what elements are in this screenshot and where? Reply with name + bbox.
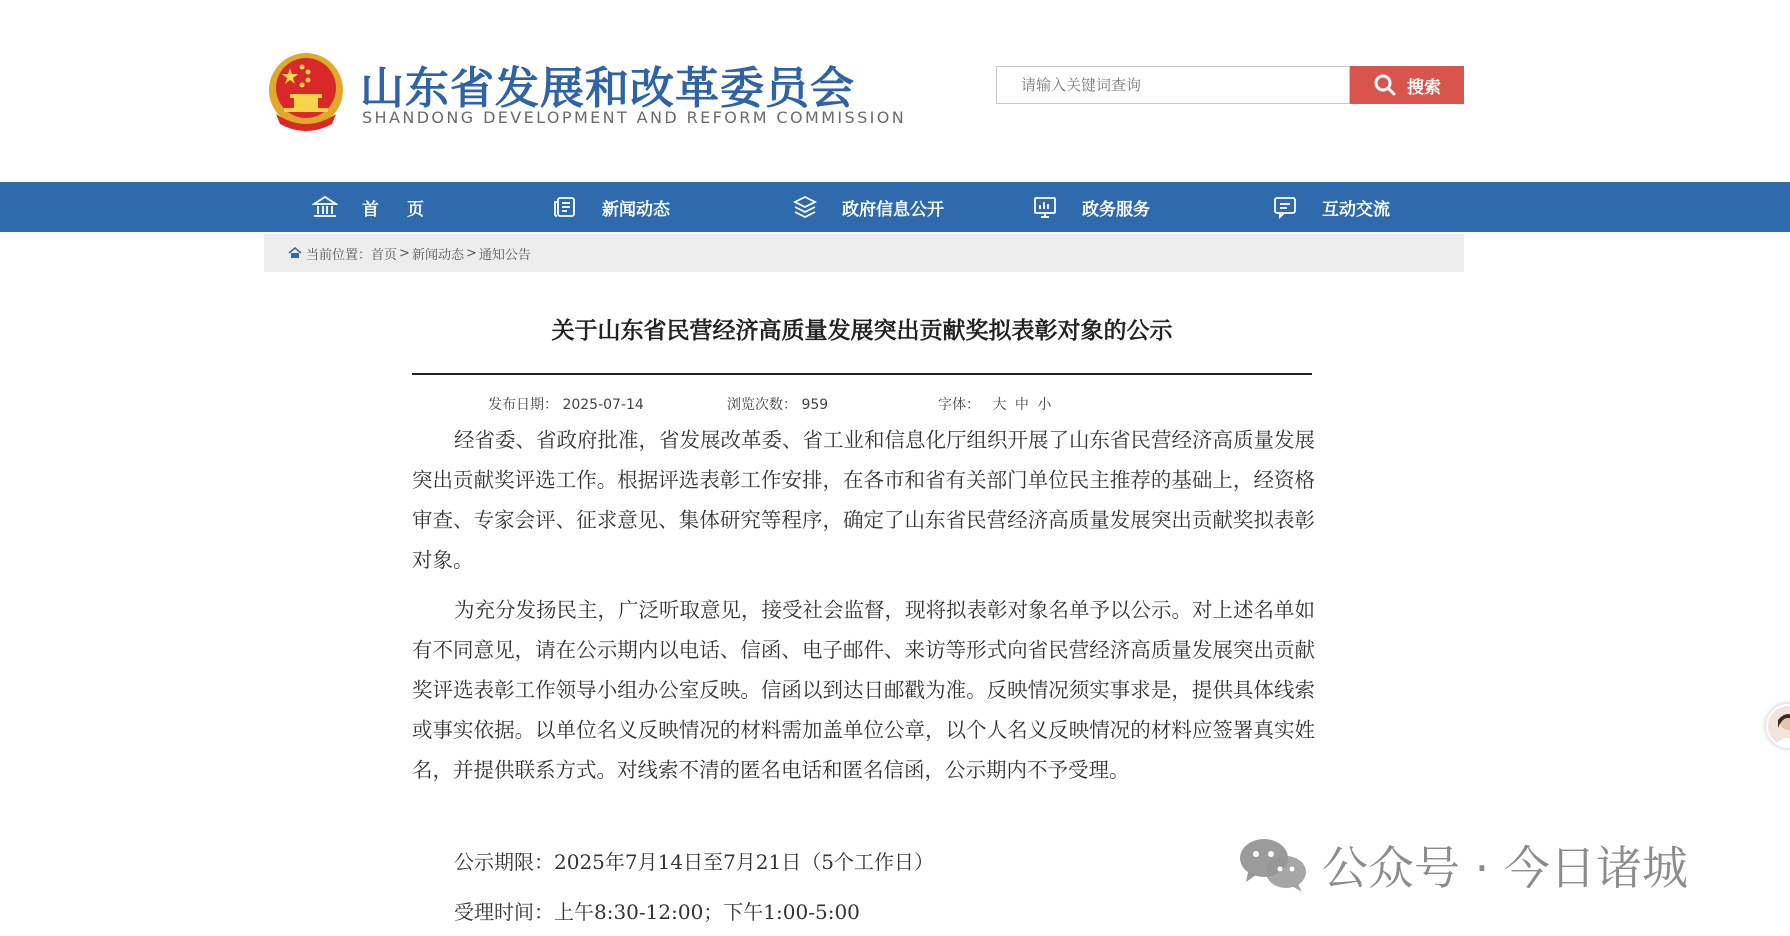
breadcrumb-separator: > bbox=[399, 245, 410, 261]
news-icon bbox=[552, 194, 578, 220]
title-divider bbox=[412, 373, 1312, 375]
nav-item-label: 新闻动态 bbox=[602, 199, 670, 220]
publish-date-label: 发布日期： bbox=[488, 397, 558, 413]
search-button[interactable] bbox=[1350, 66, 1464, 104]
breadcrumb-link-home[interactable]: 首页 bbox=[371, 247, 398, 263]
view-count-label: 浏览次数： bbox=[727, 397, 797, 413]
location-home-icon bbox=[288, 246, 302, 260]
font-size-medium[interactable]: 中 bbox=[1014, 397, 1029, 413]
publicity-period: 公示期限：2025年7月14日至7月21日（5个工作日） bbox=[454, 850, 934, 874]
nav-item-gov-info[interactable] bbox=[792, 182, 944, 232]
site-subtitle-en: SHANDONG DEVELOPMENT AND REFORM COMMISSION bbox=[362, 108, 907, 127]
national-emblem-logo bbox=[268, 50, 344, 136]
nav-item-label: 政务服务 bbox=[1082, 199, 1150, 220]
nav-item-news[interactable] bbox=[552, 182, 670, 232]
font-size-small[interactable]: 小 bbox=[1037, 397, 1052, 413]
font-size-switcher bbox=[938, 394, 1051, 414]
breadcrumb bbox=[264, 234, 1464, 272]
nav-item-label: 政府信息公开 bbox=[842, 199, 944, 220]
search-box bbox=[996, 66, 1350, 104]
font-size-label: 字体： bbox=[938, 397, 980, 413]
main-nav bbox=[0, 182, 1790, 232]
layers-icon bbox=[792, 194, 818, 220]
site-title: 山东省发展和改革委员会 bbox=[360, 63, 855, 114]
floating-avatar[interactable] bbox=[1766, 704, 1790, 748]
home-icon bbox=[312, 194, 338, 220]
office-hours: 受理时间：上午8:30-12:00；下午1:00-5:00 bbox=[454, 900, 860, 924]
nav-item-label: 互动交流 bbox=[1322, 199, 1390, 220]
view-count-value: 959 bbox=[801, 397, 829, 413]
nav-item-interaction[interactable] bbox=[1272, 182, 1390, 232]
watermark-text: 公众号 · 今日诸城 bbox=[1322, 841, 1688, 895]
publish-date-value: 2025-07-14 bbox=[562, 397, 644, 413]
font-size-large[interactable]: 大 bbox=[992, 397, 1007, 413]
search-icon bbox=[1373, 73, 1397, 97]
article-title: 关于山东省民营经济高质量发展突出贡献奖拟表彰对象的公示 bbox=[551, 318, 1173, 344]
breadcrumb-prefix: 当前位置： bbox=[306, 247, 372, 263]
breadcrumb-link-notices[interactable]: 通知公告 bbox=[478, 247, 531, 263]
article-paragraph: 为充分发扬民主，广泛听取意见，接受社会监督，现将拟表彰对象名单予以公示。对上述名单如有不同意见，请在公示期内以电话、信函、电子邮件、来访等形式向省民营经济高质量发展突出贡献奖评选表彰工作领导小组办公室反映。信函以到达日邮戳为准。反映情况须实事求是，提供具体线索或事实依据。以单位名义反映情况的材料需加盖单位公章，以个人名义反映情况的材料应签署真实姓名，并提供联系方式。对线索不清的匿名电话和匿名信函，公示期内不予受理。 bbox=[412, 598, 1315, 782]
wechat-icon bbox=[1238, 836, 1308, 894]
breadcrumb-separator: > bbox=[465, 245, 477, 261]
breadcrumb-link-news[interactable]: 新闻动态 bbox=[411, 247, 464, 263]
publish-date bbox=[488, 394, 644, 414]
nav-item-label: 首页 bbox=[362, 199, 452, 220]
search-input[interactable] bbox=[997, 67, 1349, 103]
nav-item-home[interactable] bbox=[312, 182, 452, 232]
chart-icon bbox=[1032, 194, 1058, 220]
nav-item-services[interactable] bbox=[1032, 182, 1150, 232]
wechat-watermark bbox=[1238, 832, 1688, 898]
view-count bbox=[727, 394, 828, 414]
chat-icon bbox=[1272, 194, 1298, 220]
search-button-label: 搜索 bbox=[1407, 77, 1441, 97]
article-paragraph: 经省委、省政府批准，省发展改革委、省工业和信息化厅组织开展了山东省民营经济高质量发展突出贡献奖评选工作。根据评选表彰工作安排，在各市和省有关部门单位民主推荐的基础上，经资格审查、专家会评、征求意见、集体研究等程序，确定了山东省民营经济高质量发展突出贡献奖拟表彰对象。 bbox=[412, 428, 1315, 572]
